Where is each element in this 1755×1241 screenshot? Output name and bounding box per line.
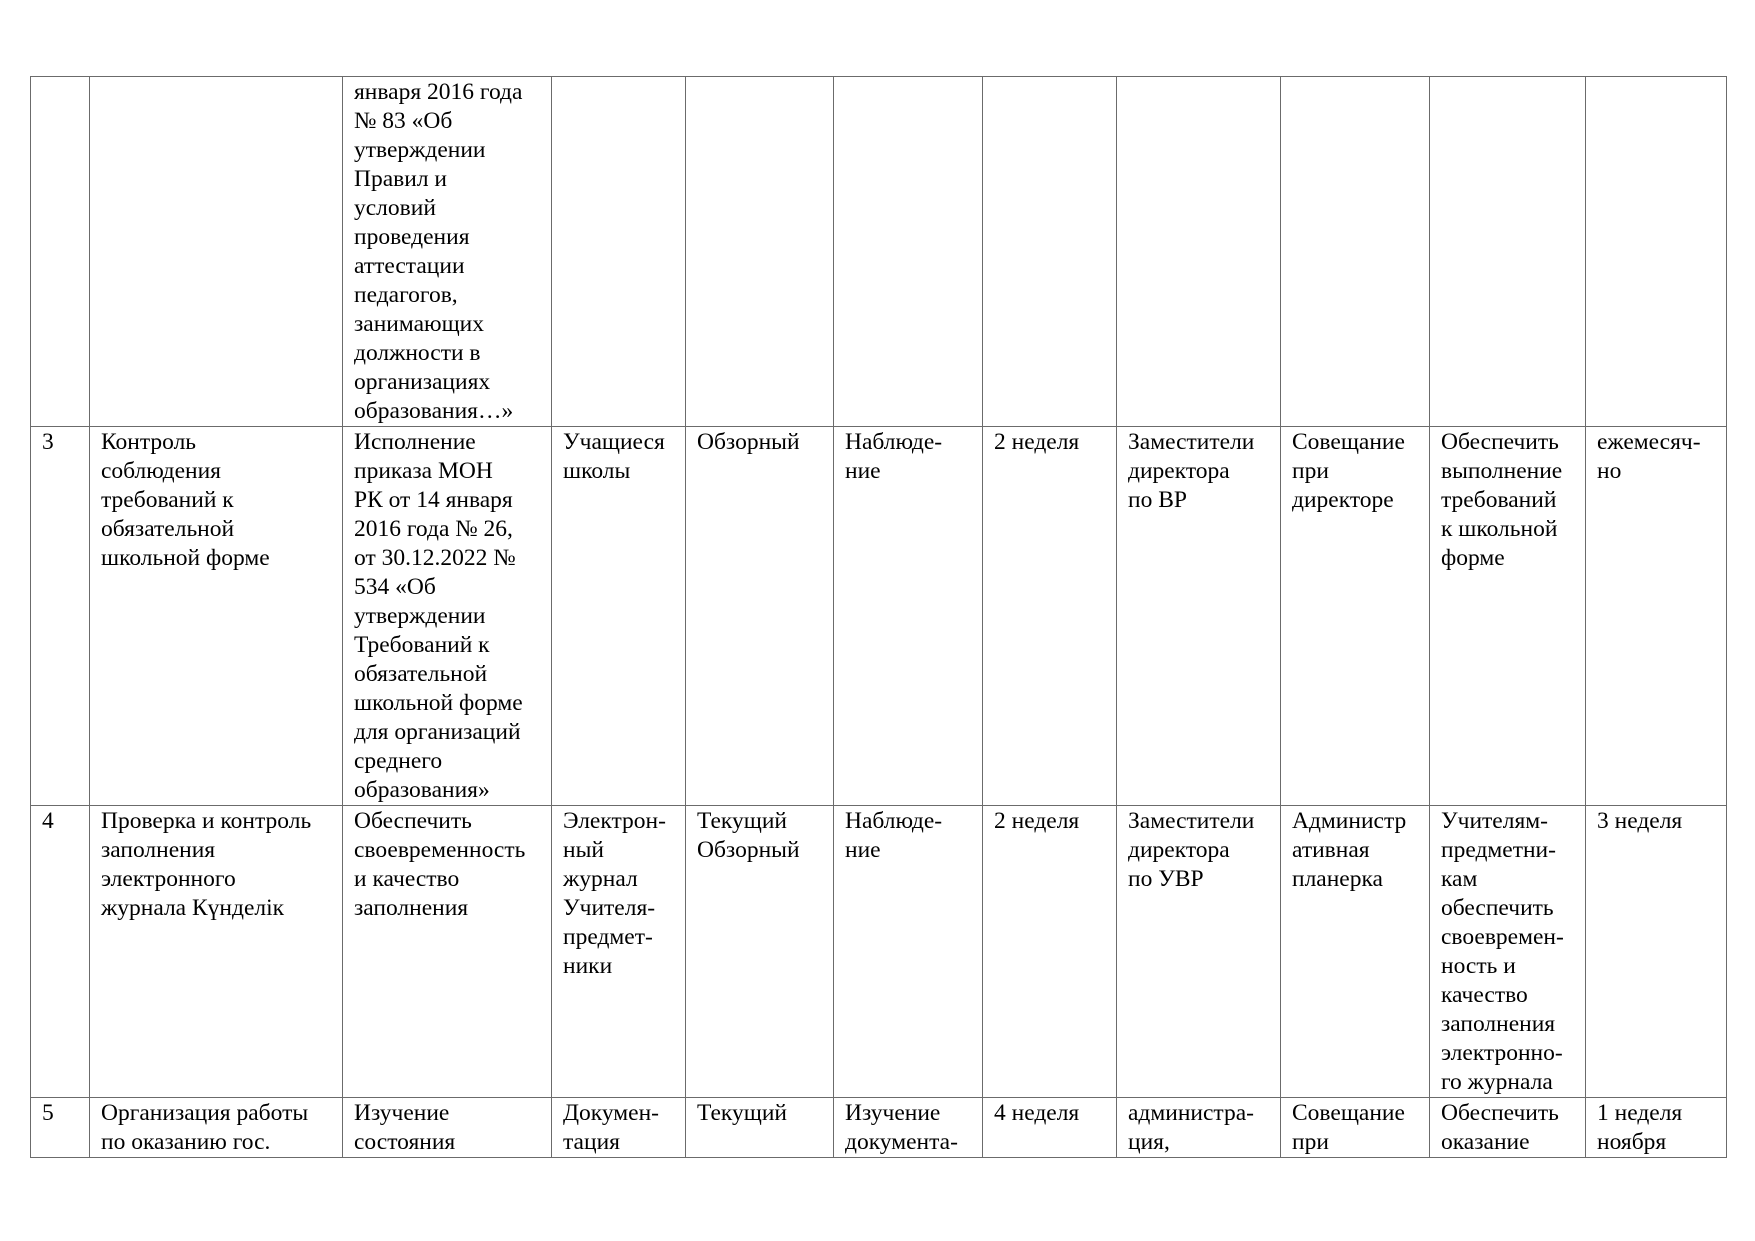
cell-control-method: Наблюде- ние	[834, 806, 983, 1098]
table-row	[31, 427, 1727, 806]
cell-responsible	[1117, 77, 1281, 427]
cell-responsible: Заместители директора по ВР	[1117, 427, 1281, 806]
cell-control-type: Обзорный	[686, 427, 834, 806]
cell-control-object: Докумен- тация	[552, 1098, 686, 1158]
cell-review-place: Совещание при	[1281, 1098, 1430, 1158]
cell-control-goal: января 2016 года № 83 «Об утверждении Правил и условий проведения аттестации педагогов, занимающих должности в организациях образования…»	[343, 77, 552, 427]
cell-control-method: Изучение документа-	[834, 1098, 983, 1158]
cell-control-method: Наблюде- ние	[834, 427, 983, 806]
cell-control-method	[834, 77, 983, 427]
cell-period: 2 неделя	[983, 427, 1117, 806]
cell-review-place: Совещание при директоре	[1281, 427, 1430, 806]
cell-management-decision: Обеспечить оказание	[1430, 1098, 1586, 1158]
cell-repeat-control: 3 неделя	[1586, 806, 1727, 1098]
cell-control-subject	[90, 77, 343, 427]
cell-number: 3	[31, 427, 90, 806]
cell-control-object: Электрон- ный журнал Учителя- предмет- ники	[552, 806, 686, 1098]
table-row	[31, 1098, 1727, 1158]
cell-repeat-control: 1 неделя ноября	[1586, 1098, 1727, 1158]
cell-period: 4 неделя	[983, 1098, 1117, 1158]
cell-number	[31, 77, 90, 427]
cell-control-object	[552, 77, 686, 427]
control-plan-table	[30, 76, 1727, 1158]
cell-control-type: Текущий	[686, 1098, 834, 1158]
cell-repeat-control	[1586, 77, 1727, 427]
cell-management-decision: Учителям- предметни- кам обеспечить своевремен- ность и качество заполнения электронно- го журнала	[1430, 806, 1586, 1098]
cell-repeat-control: ежемесяч- но	[1586, 427, 1727, 806]
cell-control-subject: Проверка и контроль заполнения электронного журнала Күнделік	[90, 806, 343, 1098]
cell-management-decision: Обеспечить выполнение требований к школьной форме	[1430, 427, 1586, 806]
cell-control-type	[686, 77, 834, 427]
cell-control-subject: Контроль соблюдения требований к обязательной школьной форме	[90, 427, 343, 806]
cell-number: 4	[31, 806, 90, 1098]
cell-control-object: Учащиеся школы	[552, 427, 686, 806]
cell-period	[983, 77, 1117, 427]
cell-number: 5	[31, 1098, 90, 1158]
cell-control-goal: Изучение состояния	[343, 1098, 552, 1158]
cell-management-decision	[1430, 77, 1586, 427]
cell-control-goal: Обеспечить своевременность и качество заполнения	[343, 806, 552, 1098]
table-row	[31, 77, 1727, 427]
cell-responsible: администра- ция,	[1117, 1098, 1281, 1158]
cell-control-type: Текущий Обзорный	[686, 806, 834, 1098]
cell-period: 2 неделя	[983, 806, 1117, 1098]
cell-review-place	[1281, 77, 1430, 427]
table-row	[31, 806, 1727, 1098]
cell-control-goal: Исполнение приказа МОН РК от 14 января 2016 года № 26, от 30.12.2022 № 534 «Об утверждении Требований к обязательной школьной форме для организаций среднего образования»	[343, 427, 552, 806]
cell-control-subject: Организация работы по оказанию гос.	[90, 1098, 343, 1158]
cell-responsible: Заместители директора по УВР	[1117, 806, 1281, 1098]
cell-review-place: Администр ативная планерка	[1281, 806, 1430, 1098]
